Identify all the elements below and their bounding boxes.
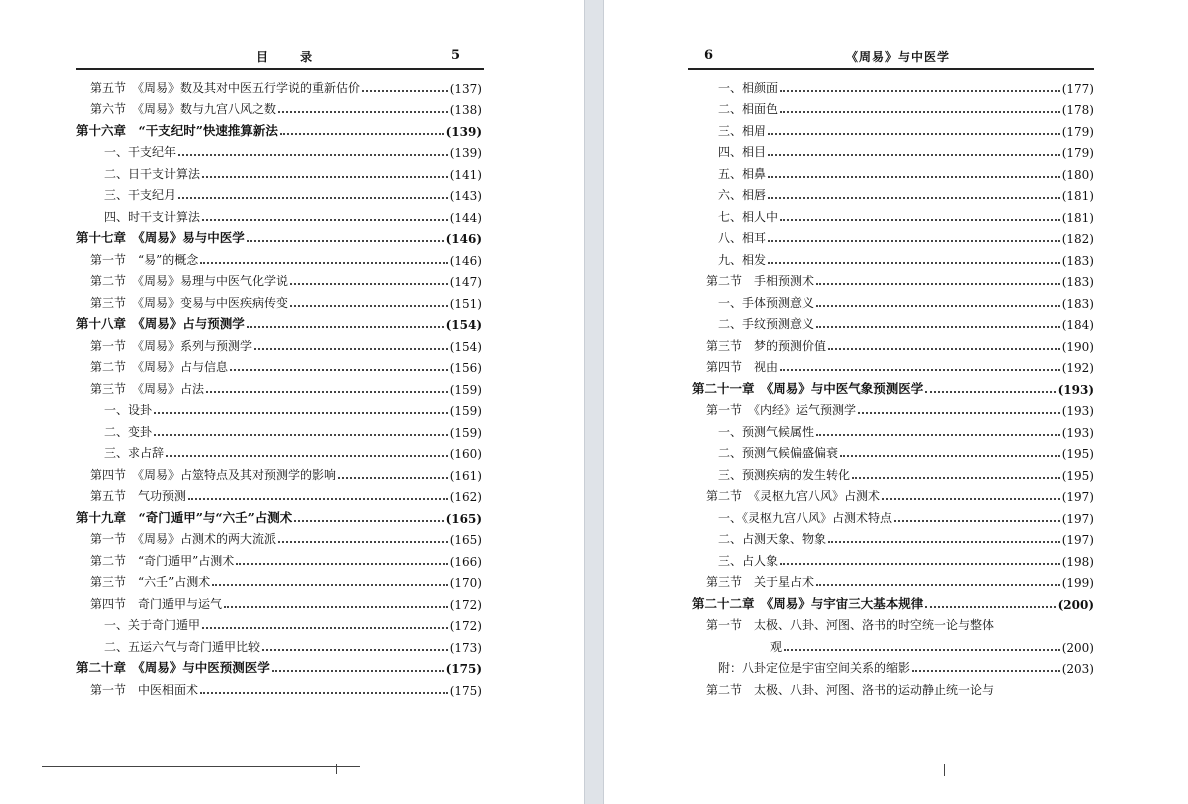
toc-entry-label: 六、相唇 xyxy=(718,188,767,202)
toc-entry-item[interactable] xyxy=(692,655,1094,677)
toc-entry-label: 五、相鼻 xyxy=(718,166,767,181)
toc-entry-item[interactable] xyxy=(692,182,1094,204)
toc-leader-dots xyxy=(254,348,448,350)
toc-entry-label: 第二节 “奇门遁甲”占测术 xyxy=(90,553,235,568)
toc-entry-page: (144) xyxy=(449,210,482,225)
toc-entry-section[interactable] xyxy=(692,397,1094,419)
toc-entry-section[interactable] xyxy=(76,375,482,397)
toc-entry-chapter[interactable] xyxy=(76,225,482,247)
toc-entry-page: (183) xyxy=(1061,253,1094,268)
toc-entry-section[interactable] xyxy=(76,354,482,376)
toc-entry-label: 二、变卦 xyxy=(104,424,153,439)
toc-entry-label: 第二节 太极、八卦、河图、洛书的运动静止统一论与 xyxy=(706,682,995,697)
toc-entry-page: (192) xyxy=(1061,361,1094,375)
toc-entry-label: 第三节 关于星占术 xyxy=(706,575,815,589)
toc-entry-section[interactable] xyxy=(76,547,482,569)
toc-entry-page: (154) xyxy=(449,339,482,354)
toc-leader-dots xyxy=(828,348,1060,350)
toc-entry-label: 第二十一章 《周易》与中医气象预测医学 xyxy=(692,380,924,396)
toc-entry-page: (159) xyxy=(449,404,482,418)
toc-entry-label: 二、日干支计算法 xyxy=(104,166,201,181)
toc-leader-dots xyxy=(278,541,448,543)
toc-leader-dots xyxy=(280,133,444,135)
toc-entry-chapter[interactable] xyxy=(76,117,482,139)
toc-entry-label: 八、相耳 xyxy=(718,231,767,245)
toc-leader-dots xyxy=(768,133,1060,135)
toc-entry-label: 三、求占辞 xyxy=(104,446,165,460)
toc-leader-dots xyxy=(768,240,1060,242)
toc-leader-dots xyxy=(178,197,448,199)
toc-entry-page: (151) xyxy=(449,296,482,311)
toc-entry-item[interactable] xyxy=(692,74,1094,96)
toc-leader-dots xyxy=(230,369,448,371)
toc-entry-label: 第二节 《周易》占与信息 xyxy=(90,360,229,374)
toc-entry-page: (193) xyxy=(1061,425,1094,440)
toc-leader-dots xyxy=(338,477,448,479)
toc-entry-page: (175) xyxy=(445,662,482,676)
toc-entry-section-nodots[interactable] xyxy=(692,676,1094,698)
toc-entry-section-nodots[interactable] xyxy=(692,612,1094,634)
toc-entry-label: 第一节 “易”的概念 xyxy=(90,252,199,267)
toc-leader-dots xyxy=(894,520,1060,522)
toc-entry-item[interactable] xyxy=(76,612,482,634)
toc-entry-item[interactable] xyxy=(692,117,1094,139)
toc-leader-dots xyxy=(247,240,444,242)
toc-entry-chapter[interactable] xyxy=(76,504,482,526)
toc-entry-section[interactable] xyxy=(76,483,482,505)
toc-entry-section[interactable] xyxy=(76,268,482,290)
toc-entry-label: 一、《灵枢九宫八风》占测术特点 xyxy=(718,510,893,525)
toc-entry-item[interactable] xyxy=(692,289,1094,311)
toc-leader-dots xyxy=(202,219,448,221)
toc-entry-section[interactable] xyxy=(76,96,482,118)
toc-entry-label: 一、关于奇门遁甲 xyxy=(104,618,201,632)
toc-leader-dots xyxy=(816,584,1060,586)
toc-entry-page: (193) xyxy=(1061,404,1094,418)
toc-entry-page: (197) xyxy=(1061,511,1094,526)
toc-entry-label: 第十七章 《周易》易与中医学 xyxy=(76,230,245,245)
toc-entry-item[interactable] xyxy=(692,547,1094,569)
left-header-title: 目 录 xyxy=(256,50,327,64)
toc-entry-label: 第一节 太极、八卦、河图、洛书的时空统一论与整体 xyxy=(706,618,995,632)
toc-entry-item[interactable] xyxy=(76,397,482,419)
toc-leader-dots xyxy=(290,283,448,285)
toc-entry-label: 第十九章 “奇门遁甲”与“六壬”占测术 xyxy=(76,509,293,525)
toc-entry-item[interactable] xyxy=(692,311,1094,333)
toc-entry-item[interactable] xyxy=(692,203,1094,225)
toc-leader-dots xyxy=(780,219,1060,221)
toc-entry-page: (160) xyxy=(449,447,482,461)
toc-entry-page: (172) xyxy=(449,619,482,633)
toc-entry-chapter[interactable] xyxy=(76,655,482,677)
toc-leader-dots xyxy=(362,90,448,92)
toc-entry-label: 第十八章 《周易》占与预测学 xyxy=(76,316,245,331)
toc-entry-page: (179) xyxy=(1061,146,1094,160)
toc-entry-page: (146) xyxy=(449,253,482,268)
toc-entry-label: 第五节 气功预测 xyxy=(90,489,187,503)
toc-entry-page: (198) xyxy=(1061,554,1094,569)
toc-leader-dots xyxy=(200,262,447,264)
toc-entry-page: (156) xyxy=(449,361,482,375)
toc-entry-label: 一、手体预测意义 xyxy=(718,295,815,310)
toc-entry-label: 第三节 《周易》占法 xyxy=(90,381,205,396)
toc-entry-page: (147) xyxy=(449,275,482,289)
toc-entry-page: (178) xyxy=(1061,103,1094,117)
toc-entry-label: 三、干支纪月 xyxy=(104,188,177,202)
toc-entry-section[interactable] xyxy=(76,569,482,591)
toc-entry-page: (159) xyxy=(449,382,482,397)
toc-entry-label: 二、预测气候偏盛偏衰 xyxy=(718,446,839,460)
toc-entry-item[interactable] xyxy=(692,418,1094,440)
toc-entry-item[interactable] xyxy=(692,440,1094,462)
toc-entry-page: (183) xyxy=(1061,275,1094,289)
toc-entry-page: (180) xyxy=(1061,167,1094,182)
toc-entry-section[interactable] xyxy=(692,354,1094,376)
toc-leader-dots xyxy=(166,455,448,457)
toc-entry-label: 三、占人象 xyxy=(718,553,779,568)
toc-entry-label: 二、占测天象、物象 xyxy=(718,532,827,546)
toc-leader-dots xyxy=(224,606,448,608)
toc-leader-dots xyxy=(816,305,1060,307)
toc-entry-page: (173) xyxy=(449,640,482,655)
toc-entry-label: 第五节 《周易》数及其对中医五行学说的重新估价 xyxy=(90,80,361,95)
toc-leader-dots xyxy=(290,305,448,307)
toc-leader-dots xyxy=(272,670,444,672)
page-gutter xyxy=(584,0,604,804)
toc-leader-dots xyxy=(784,649,1060,651)
toc-entry-label: 一、预测气候属性 xyxy=(718,424,815,439)
toc-entry-label: 四、时干支计算法 xyxy=(104,209,201,224)
toc-entry-page: (181) xyxy=(1061,189,1094,203)
toc-leader-dots xyxy=(925,391,1055,393)
toc-entry-page: (195) xyxy=(1061,468,1094,483)
toc-entry-section[interactable] xyxy=(76,332,482,354)
toc-entry-item[interactable] xyxy=(76,182,482,204)
left-footer-tick xyxy=(336,764,337,774)
toc-entry-page: (139) xyxy=(449,146,482,160)
toc-entry-chapter[interactable] xyxy=(76,311,482,333)
toc-entry-page: (165) xyxy=(449,533,482,547)
toc-entry-section[interactable] xyxy=(76,74,482,96)
toc-entry-item[interactable] xyxy=(692,139,1094,161)
toc-leader-dots xyxy=(236,563,447,565)
toc-entry-item[interactable] xyxy=(692,526,1094,548)
toc-leader-dots xyxy=(768,154,1060,156)
toc-entry-page: (143) xyxy=(449,189,482,203)
toc-entry-item[interactable] xyxy=(692,96,1094,118)
toc-entry-item[interactable] xyxy=(76,633,482,655)
toc-leader-dots xyxy=(852,477,1060,479)
right-header-page-number: 6 xyxy=(704,48,714,63)
toc-entry-item[interactable] xyxy=(76,440,482,462)
toc-leader-dots xyxy=(780,563,1060,565)
toc-entry-page: (137) xyxy=(449,81,482,96)
toc-entry-page: (165) xyxy=(445,511,482,526)
toc-entry-page: (170) xyxy=(449,576,482,590)
toc-entry-label: 第二节 《灵枢九宫八风》占测术 xyxy=(706,489,881,503)
toc-entry-item[interactable] xyxy=(76,203,482,225)
toc-entry-cont[interactable] xyxy=(692,633,1094,655)
toc-entry-label: 二、五运六气与奇门遁甲比较 xyxy=(104,639,261,654)
toc-entry-page: (182) xyxy=(1061,232,1094,246)
toc-leader-dots xyxy=(262,649,448,651)
toc-leader-dots xyxy=(780,90,1060,92)
toc-leader-dots xyxy=(768,176,1060,178)
toc-entry-section[interactable] xyxy=(76,590,482,612)
toc-entry-item[interactable] xyxy=(692,225,1094,247)
toc-entry-label: 第一节 《周易》占测术的两大流派 xyxy=(90,532,277,546)
toc-entry-label: 七、相人中 xyxy=(718,209,779,224)
toc-entry-item[interactable] xyxy=(692,504,1094,526)
toc-entry-label: 三、相眉 xyxy=(718,123,767,138)
toc-leader-dots xyxy=(768,197,1060,199)
toc-leader-dots xyxy=(294,520,443,522)
toc-leader-dots xyxy=(212,584,447,586)
toc-entry-item[interactable] xyxy=(692,160,1094,182)
toc-leader-dots xyxy=(202,627,448,629)
toc-entry-label: 一、干支纪年 xyxy=(104,145,177,159)
toc-leader-dots xyxy=(858,412,1060,414)
toc-leader-dots xyxy=(816,283,1060,285)
toc-entry-label: 第四节 奇门遁甲与运气 xyxy=(90,596,223,611)
toc-entry-label: 三、预测疾病的发生转化 xyxy=(718,467,851,482)
toc-entry-page: (200) xyxy=(1057,597,1094,612)
left-page-header xyxy=(76,44,484,70)
toc-leader-dots xyxy=(247,326,444,328)
toc-entry-page: (146) xyxy=(445,232,482,246)
toc-entry-page: (195) xyxy=(1061,447,1094,461)
toc-entry-label: 附：八卦定位是宇宙空间关系的缩影 xyxy=(718,661,911,675)
toc-leader-dots xyxy=(780,111,1060,113)
toc-entry-label: 第二节 《周易》易理与中医气化学说 xyxy=(90,274,289,288)
toc-entry-label: 第一节 《周易》系列与预测学 xyxy=(90,338,253,353)
toc-entry-item[interactable] xyxy=(76,160,482,182)
toc-entry-section[interactable] xyxy=(692,483,1094,505)
toc-entry-page: (183) xyxy=(1061,296,1094,311)
toc-leader-dots xyxy=(816,326,1060,328)
right-page-header xyxy=(688,44,1094,70)
toc-entry-item[interactable] xyxy=(692,246,1094,268)
right-toc-list xyxy=(692,74,1094,698)
left-toc-list xyxy=(76,74,482,698)
toc-entry-page: (203) xyxy=(1061,662,1094,676)
toc-entry-item[interactable] xyxy=(76,418,482,440)
toc-entry-label: 九、相发 xyxy=(718,252,767,267)
toc-entry-page: (154) xyxy=(445,318,482,332)
toc-entry-label: 第十六章 “干支纪时”快速推算新法 xyxy=(76,122,278,138)
toc-leader-dots xyxy=(154,434,448,436)
toc-entry-chapter[interactable] xyxy=(692,375,1094,397)
toc-entry-page: (200) xyxy=(1061,640,1094,655)
toc-entry-label: 第一节 《内经》运气预测学 xyxy=(706,403,857,417)
toc-entry-page: (159) xyxy=(449,425,482,440)
toc-leader-dots xyxy=(925,606,1055,608)
toc-entry-page: (166) xyxy=(449,554,482,569)
toc-entry-page: (162) xyxy=(449,490,482,504)
toc-entry-page: (184) xyxy=(1061,318,1094,332)
toc-entry-page: (181) xyxy=(1061,210,1094,225)
toc-entry-page: (138) xyxy=(449,103,482,117)
toc-leader-dots xyxy=(202,176,448,178)
toc-entry-page: (179) xyxy=(1061,124,1094,139)
toc-entry-label: 第四节 《周易》占筮特点及其对预测学的影响 xyxy=(90,467,337,482)
toc-entry-label: 观 xyxy=(770,639,783,654)
toc-entry-label: 第三节 “六壬”占测术 xyxy=(90,575,211,589)
toc-entry-label: 第六节 《周易》数与九宫八风之数 xyxy=(90,102,277,116)
toc-entry-item[interactable] xyxy=(692,461,1094,483)
toc-entry-label: 一、设卦 xyxy=(104,403,153,417)
toc-entry-page: (177) xyxy=(1061,81,1094,96)
toc-leader-dots xyxy=(780,369,1060,371)
toc-entry-page: (161) xyxy=(449,468,482,483)
toc-entry-label: 第三节 梦的预测价值 xyxy=(706,338,827,353)
toc-entry-page: (199) xyxy=(1061,576,1094,590)
toc-leader-dots xyxy=(816,434,1060,436)
toc-entry-section[interactable] xyxy=(76,246,482,268)
toc-entry-label: 二、手纹预测意义 xyxy=(718,317,815,331)
toc-entry-section[interactable] xyxy=(692,332,1094,354)
toc-leader-dots xyxy=(882,498,1060,500)
toc-leader-dots xyxy=(154,412,448,414)
toc-entry-section[interactable] xyxy=(76,676,482,698)
toc-leader-dots xyxy=(278,111,448,113)
toc-entry-page: (197) xyxy=(1061,533,1094,547)
toc-entry-page: (193) xyxy=(1057,382,1094,397)
right-header-title: 《周易》与中医学 xyxy=(846,50,951,64)
toc-entry-section[interactable] xyxy=(692,569,1094,591)
toc-entry-label: 四、相目 xyxy=(718,145,767,159)
toc-entry-section[interactable] xyxy=(692,268,1094,290)
toc-leader-dots xyxy=(840,455,1060,457)
toc-entry-page: (197) xyxy=(1061,490,1094,504)
toc-leader-dots xyxy=(206,391,448,393)
toc-entry-label: 第二十章 《周易》与中医预测医学 xyxy=(76,660,270,675)
left-header-page-number: 5 xyxy=(450,48,460,63)
toc-entry-page: (139) xyxy=(445,124,482,139)
toc-leader-dots xyxy=(188,498,448,500)
toc-entry-label: 第二节 手相预测术 xyxy=(706,274,815,288)
toc-entry-page: (190) xyxy=(1061,339,1094,354)
toc-entry-label: 一、相颜面 xyxy=(718,80,779,95)
toc-leader-dots xyxy=(768,262,1060,264)
toc-entry-label: 第四节 视由 xyxy=(706,360,779,374)
toc-leader-dots xyxy=(200,692,448,694)
toc-entry-section[interactable] xyxy=(76,526,482,548)
left-page xyxy=(0,0,584,804)
toc-entry-section[interactable] xyxy=(76,289,482,311)
right-page xyxy=(604,0,1188,804)
toc-leader-dots xyxy=(828,541,1060,543)
toc-entry-section[interactable] xyxy=(76,461,482,483)
toc-entry-label: 二、相面色 xyxy=(718,102,779,116)
toc-leader-dots xyxy=(912,670,1060,672)
toc-entry-chapter[interactable] xyxy=(692,590,1094,612)
toc-entry-label: 第一节 中医相面术 xyxy=(90,682,199,697)
toc-entry-page: (141) xyxy=(449,167,482,182)
toc-entry-item[interactable] xyxy=(76,139,482,161)
toc-entry-page: (175) xyxy=(449,683,482,698)
toc-leader-dots xyxy=(178,154,448,156)
toc-entry-page: (172) xyxy=(449,597,482,612)
right-footer-tick xyxy=(944,764,945,776)
toc-entry-label: 第三节 《周易》变易与中医疾病传变 xyxy=(90,295,289,310)
left-footer-rule xyxy=(42,766,360,767)
toc-entry-label: 第二十二章 《周易》与宇宙三大基本规律 xyxy=(692,595,924,611)
